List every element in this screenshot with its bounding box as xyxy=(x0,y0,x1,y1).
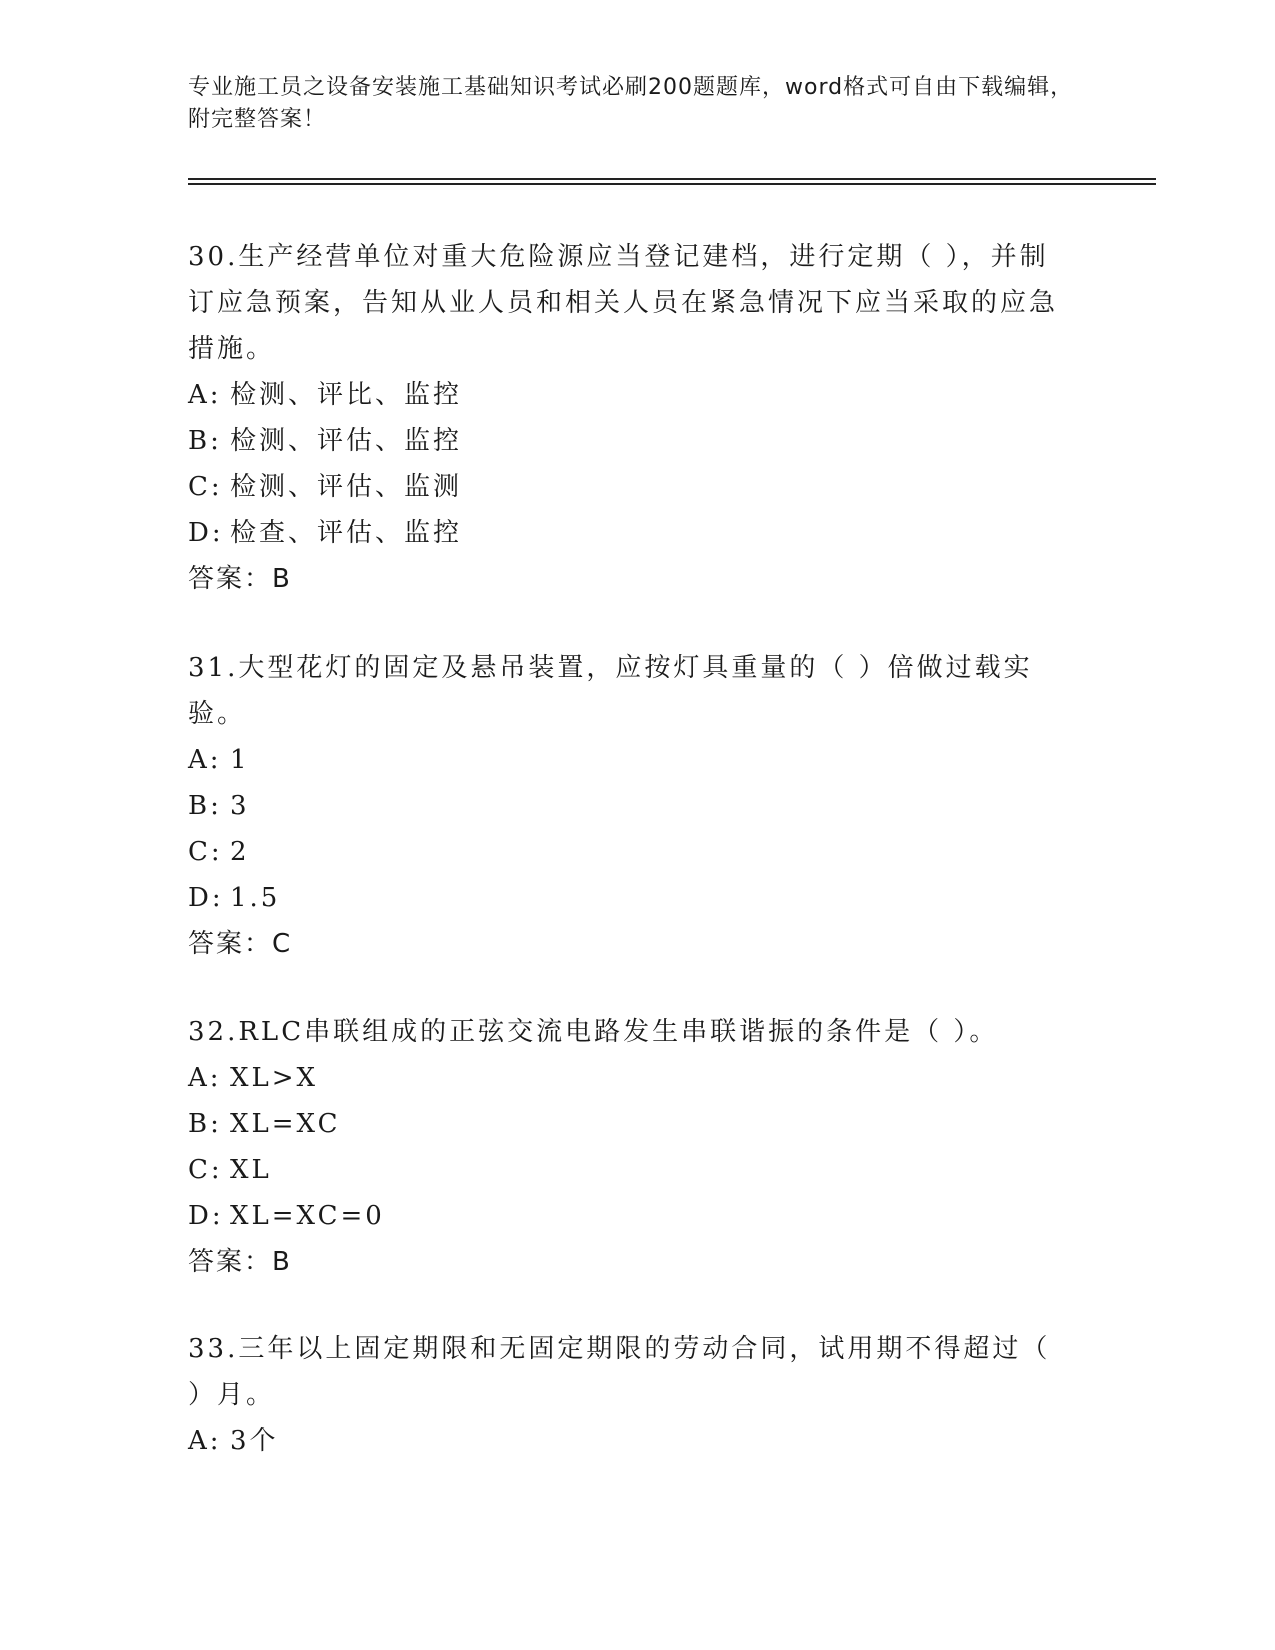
option-c xyxy=(188,464,1068,510)
option-text: 检测、评估、监控 xyxy=(230,426,463,456)
question-stem: 30.生产经营单位对重大危险源应当登记建档，进行定期（ ），并制订应急预案，告知从业人员和相关人员在紧急情况下应当采取的应急措施。 xyxy=(188,242,1059,364)
option-letter: B: xyxy=(188,1109,222,1139)
option-text: 3个 xyxy=(230,1426,279,1456)
question-stem: 31.大型花灯的固定及悬吊装置，应按灯具重量的（ ）倍做过载实验。 xyxy=(188,653,1033,729)
question-31 xyxy=(188,645,1068,967)
option-text: XL=XC=0 xyxy=(230,1201,385,1231)
question-32 xyxy=(188,1009,1068,1285)
option-a xyxy=(188,1055,1068,1101)
option-c xyxy=(188,829,1068,875)
option-d xyxy=(188,510,1068,556)
question-stem: 33.三年以上固定期限和无固定期限的劳动合同，试用期不得超过（ ）月。 xyxy=(188,1334,1051,1410)
option-text: XL=XC xyxy=(230,1109,341,1139)
option-text: 检测、评估、监测 xyxy=(230,472,463,502)
option-text: 2 xyxy=(230,837,250,867)
question-30 xyxy=(188,234,1068,602)
option-text: XL xyxy=(230,1155,272,1185)
option-text: 检查、评估、监控 xyxy=(230,518,463,548)
answer-line: 答案：B xyxy=(188,564,292,594)
option-text: XL>X xyxy=(230,1063,319,1093)
option-letter: C: xyxy=(188,1155,223,1185)
option-a xyxy=(188,1418,1068,1464)
option-text: 1.5 xyxy=(230,883,281,913)
option-letter: A: xyxy=(188,745,222,775)
option-letter: A: xyxy=(188,1063,222,1093)
option-letter: B: xyxy=(188,791,222,821)
option-letter: C: xyxy=(188,837,223,867)
header-divider-bottom xyxy=(188,183,1156,185)
option-b xyxy=(188,418,1068,464)
header-divider-top xyxy=(188,178,1156,180)
question-33 xyxy=(188,1326,1068,1464)
option-a xyxy=(188,737,1068,783)
option-a xyxy=(188,372,1068,418)
option-letter: C: xyxy=(188,472,223,502)
option-c xyxy=(188,1147,1068,1193)
option-letter: D: xyxy=(188,518,224,548)
option-letter: A: xyxy=(188,1426,222,1456)
option-text: 3 xyxy=(230,791,250,821)
option-text: 1 xyxy=(230,745,250,775)
answer-line: 答案：C xyxy=(188,929,293,959)
option-text: 检测、评比、监控 xyxy=(230,380,463,410)
option-letter: A: xyxy=(188,380,222,410)
option-d xyxy=(188,1193,1068,1239)
option-letter: B: xyxy=(188,426,222,456)
option-letter: D: xyxy=(188,1201,224,1231)
question-stem: 32.RLC串联组成的正弦交流电路发生串联谐振的条件是（ ）。 xyxy=(188,1017,999,1047)
answer-line: 答案：B xyxy=(188,1247,292,1277)
option-b xyxy=(188,783,1068,829)
option-letter: D: xyxy=(188,883,224,913)
option-b xyxy=(188,1101,1068,1147)
option-d xyxy=(188,875,1068,921)
document-header: 专业施工员之设备安装施工基础知识考试必刷200题题库，word格式可自由下载编辑，附完整答案！ xyxy=(188,75,1074,132)
